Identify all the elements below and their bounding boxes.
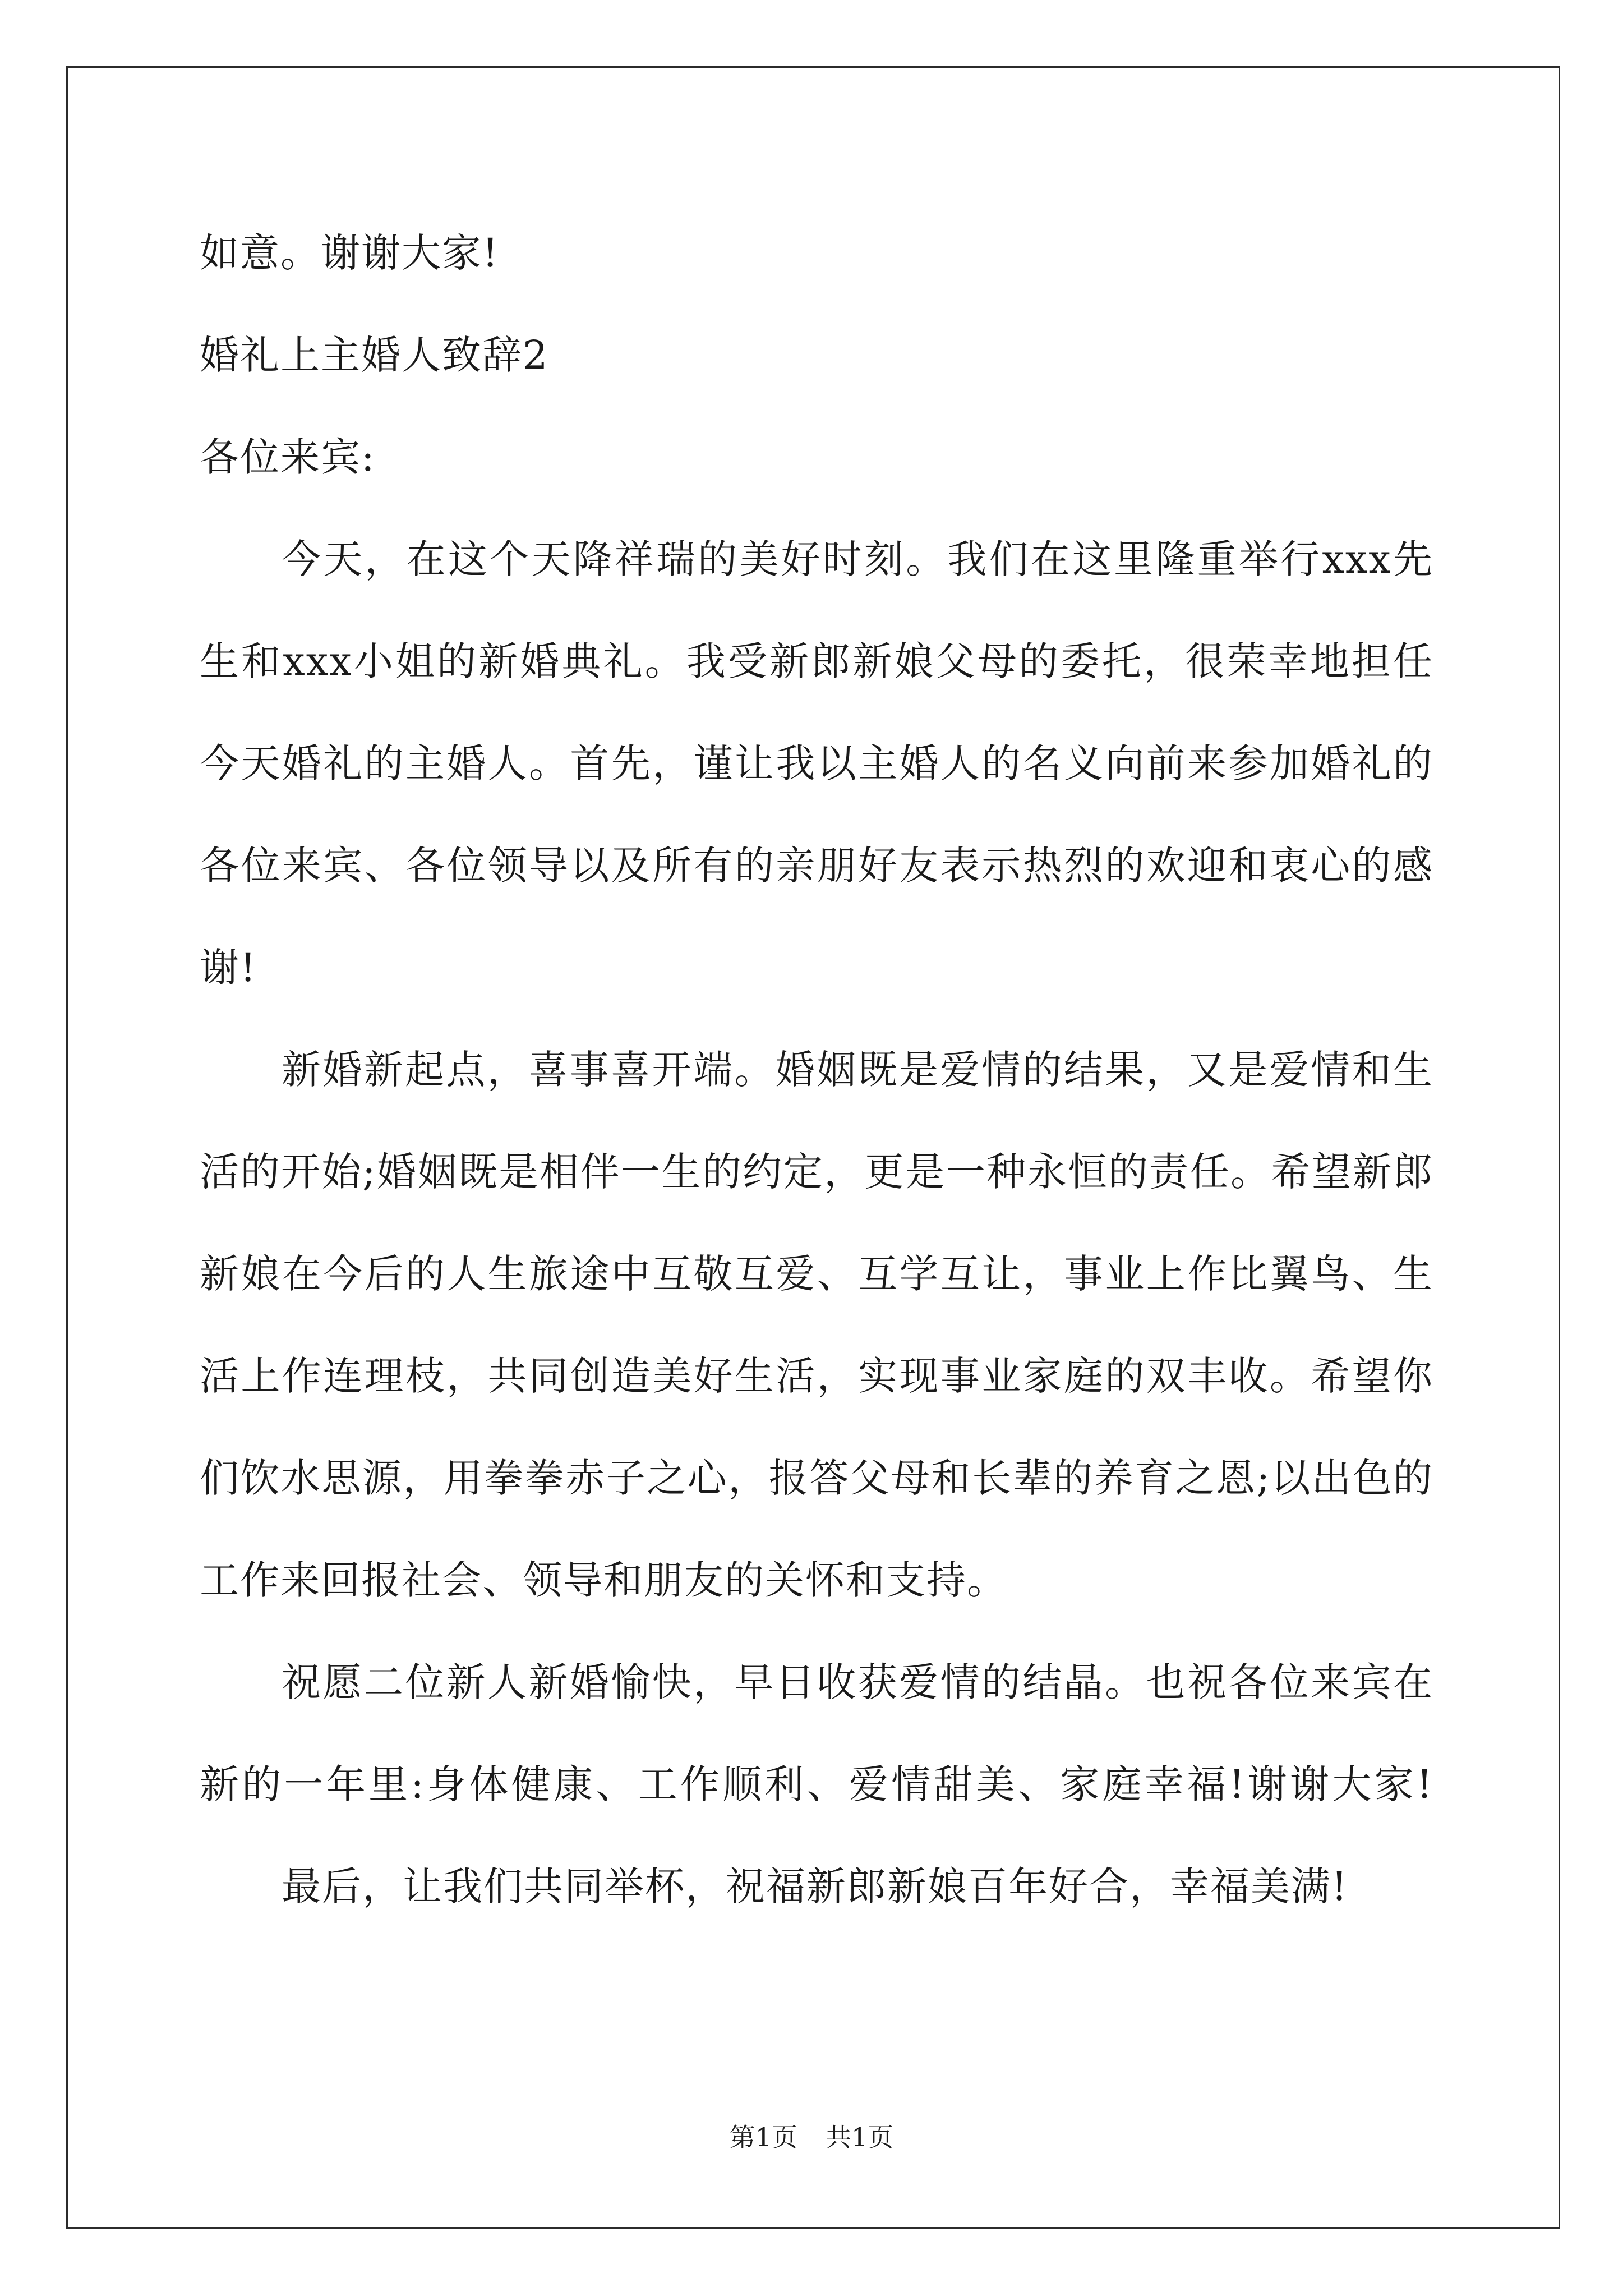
paragraph-line: 新娘在今后的人生旅途中互敬互爱、互学互让，事业上作比翼鸟、生: [200, 1251, 1433, 1297]
paragraph-line: 祝愿二位新人新婚愉快，早日收获爱情的结晶。也祝各位来宾在: [282, 1659, 1433, 1705]
paragraph-line: 各位来宾、各位领导以及所有的亲朋好友表示热烈的欢迎和衷心的感: [200, 843, 1433, 889]
paragraph-line: 新的一年里:身体健康、工作顺利、爱情甜美、家庭幸福!谢谢大家!: [200, 1761, 1433, 1807]
paragraph-line: 今天，在这个天降祥瑞的美好时刻。我们在这里隆重举行xxx先: [282, 536, 1433, 582]
paragraph-line: 活的开始;婚姻既是相伴一生的约定，更是一种永恒的责任。希望新郎: [200, 1149, 1433, 1195]
paragraph-line: 新婚新起点，喜事喜开端。婚姻既是爱情的结果，又是爱情和生: [282, 1047, 1433, 1093]
paragraph-line: 们饮水思源，用拳拳赤子之心，报答父母和长辈的养育之恩;以出色的: [200, 1455, 1433, 1501]
paragraph-line: 最后，让我们共同举杯，祝福新郎新娘百年好合，幸福美满!: [282, 1864, 1349, 1910]
text-line: 如意。谢谢大家!: [200, 230, 500, 276]
paragraph-line: 活上作连理枝，共同创造美好生活，实现事业家庭的双丰收。希望你: [200, 1353, 1433, 1399]
document-body: [200, 202, 1433, 1938]
page-number-total: 共1页: [826, 2122, 894, 2152]
paragraph-line: 谢!: [200, 945, 257, 991]
section-heading: 婚礼上主婚人致辞2: [200, 332, 549, 378]
page-number-current: 第1页: [729, 2122, 797, 2152]
paragraph-line: 工作来回报社会、领导和朋友的关怀和支持。: [200, 1557, 1007, 1603]
salutation: 各位来宾:: [200, 434, 376, 480]
page-footer: [0, 2120, 1623, 2154]
paragraph-line: 生和xxx小姐的新婚典礼。我受新郎新娘父母的委托，很荣幸地担任: [200, 638, 1433, 684]
paragraph-line: 今天婚礼的主婚人。首先，谨让我以主婚人的名义向前来参加婚礼的: [200, 740, 1433, 786]
